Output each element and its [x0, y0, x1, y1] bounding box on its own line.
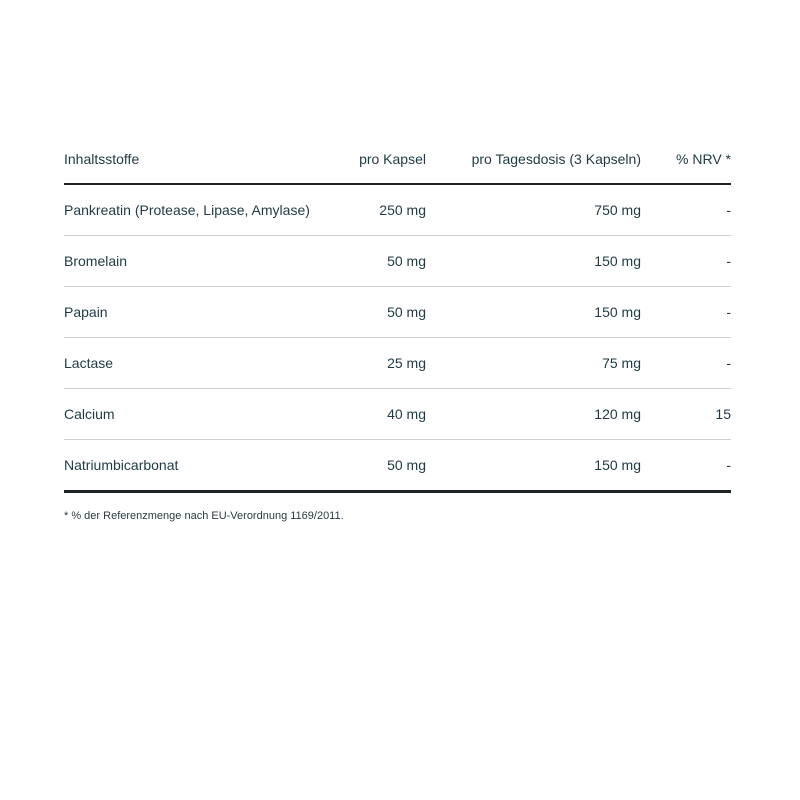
amount-per-daily-dose: 75 mg	[426, 338, 641, 389]
ingredient-name: Natriumbicarbonat	[64, 440, 346, 492]
ingredients-table	[64, 135, 731, 493]
amount-per-capsule: 250 mg	[346, 184, 426, 236]
table-body	[64, 184, 731, 492]
table-row	[64, 236, 731, 287]
ingredient-name: Lactase	[64, 338, 346, 389]
table-row	[64, 287, 731, 338]
table-row	[64, 389, 731, 440]
amount-per-capsule: 25 mg	[346, 338, 426, 389]
table-row	[64, 338, 731, 389]
table-row	[64, 440, 731, 492]
header-ingredients: Inhaltsstoffe	[64, 135, 346, 184]
ingredient-name: Pankreatin (Protease, Lipase, Amylase)	[64, 184, 346, 236]
amount-per-daily-dose: 150 mg	[426, 440, 641, 492]
amount-per-capsule: 40 mg	[346, 389, 426, 440]
ingredient-name: Papain	[64, 287, 346, 338]
nutrition-table-container	[64, 135, 731, 522]
amount-per-capsule: 50 mg	[346, 440, 426, 492]
header-row	[64, 135, 731, 184]
header-per-capsule: pro Kapsel	[346, 135, 426, 184]
nrv-footnote: * % der Referenzmenge nach EU-Verordnung 1169/2011.	[64, 510, 344, 522]
table-header	[64, 135, 731, 184]
header-nrv: % NRV *	[641, 135, 731, 184]
amount-per-daily-dose: 150 mg	[426, 236, 641, 287]
nrv-value: -	[641, 287, 731, 338]
header-per-daily-dose: pro Tagesdosis (3 Kapseln)	[426, 135, 641, 184]
ingredient-name: Bromelain	[64, 236, 346, 287]
amount-per-capsule: 50 mg	[346, 287, 426, 338]
nrv-value: -	[641, 440, 731, 492]
nrv-value: -	[641, 184, 731, 236]
ingredient-name: Calcium	[64, 389, 346, 440]
nrv-value: -	[641, 338, 731, 389]
amount-per-daily-dose: 150 mg	[426, 287, 641, 338]
amount-per-capsule: 50 mg	[346, 236, 426, 287]
table-row	[64, 184, 731, 236]
nrv-value: 15	[641, 389, 731, 440]
amount-per-daily-dose: 750 mg	[426, 184, 641, 236]
amount-per-daily-dose: 120 mg	[426, 389, 641, 440]
nrv-value: -	[641, 236, 731, 287]
